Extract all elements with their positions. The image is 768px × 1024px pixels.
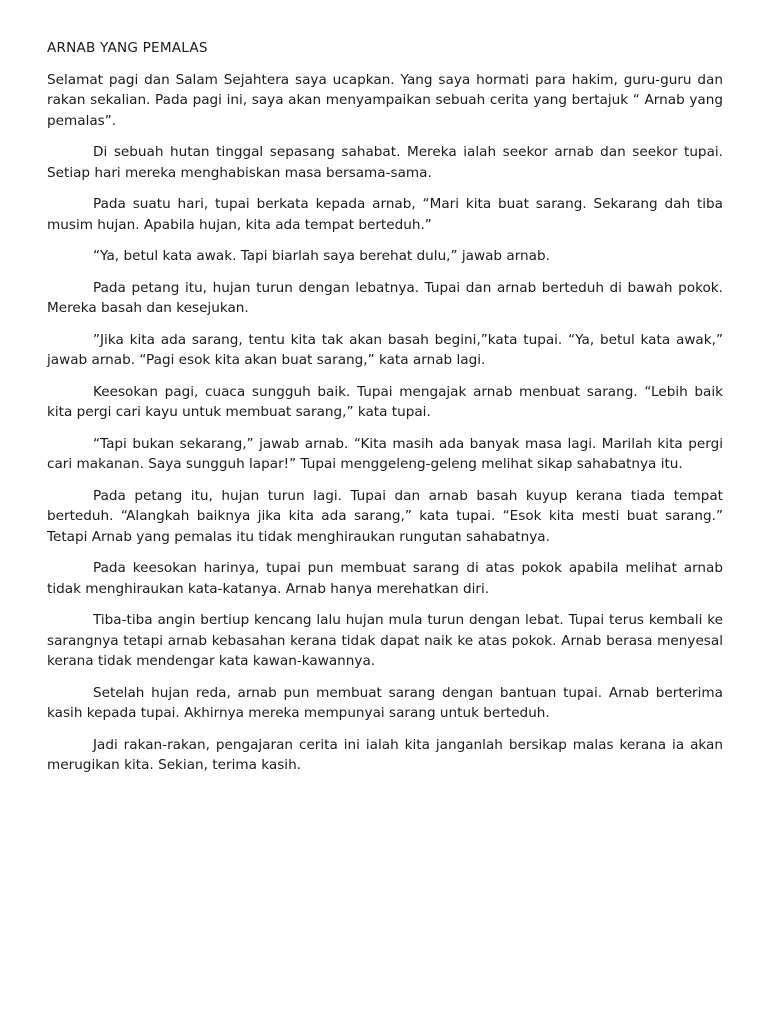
paragraph-9: Pada petang itu, hujan turun lagi. Tupai dan arnab basah kuyup kerana tiada tempat berteduh. “Alangkah baiknya jika kita ada sarang,” kata tupai. “Esok kita mesti buat sarang.” Tetapi Arnab yang pemalas itu tidak menghiraukan rungutan sahabatnya.	[47, 487, 723, 545]
document-page	[47, 38, 723, 787]
paragraph-1: Selamat pagi dan Salam Sejahtera saya ucapkan. Yang saya hormati para hakim, guru-guru dan rakan sekalian. Pada pagi ini, saya akan menyampaikan sebuah cerita yang bertajuk “ Arnab yang pemalas”.	[47, 71, 723, 129]
paragraph-11: Tiba-tiba angin bertiup kencang lalu hujan mula turun dengan lebat. Tupai terus kembali ke sarangnya tetapi arnab kebasahan kerana tidak dapat naik ke atas pokok. Arnab berasa menyesal kerana tidak mendengar kata kawan-kawannya.	[47, 612, 723, 669]
paragraph-7: Keesokan pagi, cuaca sungguh baik. Tupai mengajak arnab menbuat sarang. “Lebih baik kita pergi cari kayu untuk membuat sarang,” kata tupai.	[47, 383, 723, 420]
paragraph-12: Setelah hujan reda, arnab pun membuat sarang dengan bantuan tupai. Arnab berterima kasih kepada tupai. Akhirnya mereka mempunyai sarang untuk berteduh.	[47, 684, 723, 721]
paragraph-10: Pada keesokan harinya, tupai pun membuat sarang di atas pokok apabila melihat arnab tidak menghiraukan kata-katanya. Arnab hanya merehatkan diri.	[47, 560, 723, 597]
paragraph-8: “Tapi bukan sekarang,” jawab arnab. “Kita masih ada banyak masa lagi. Marilah kita pergi cari makanan. Saya sungguh lapar!” Tupai menggeleng-geleng melihat sikap sahabatnya itu.	[47, 435, 723, 472]
paragraph-4: “Ya, betul kata awak. Tapi biarlah saya berehat dulu,” jawab arnab.	[93, 248, 550, 264]
paragraph-2: Di sebuah hutan tinggal sepasang sahabat. Mereka ialah seekor arnab dan seekor tupai. Setiap hari mereka menghabiskan masa bersama-sama.	[47, 144, 723, 181]
paragraph-13: Jadi rakan-rakan, pengajaran cerita ini ialah kita janganlah bersikap malas kerana ia akan merugikan kita. Sekian, terima kasih.	[47, 736, 723, 773]
paragraph-6: ”Jika kita ada sarang, tentu kita tak akan basah begini,”kata tupai. “Ya, betul kata awak,” jawab arnab. “Pagi esok kita akan buat sarang,” kata arnab lagi.	[47, 331, 723, 368]
document-title: ARNAB YANG PEMALAS	[47, 40, 208, 56]
paragraph-5: Pada petang itu, hujan turun dengan lebatnya. Tupai dan arnab berteduh di bawah pokok. Mereka basah dan kesejukan.	[47, 279, 723, 316]
paragraph-3: Pada suatu hari, tupai berkata kepada arnab, “Mari kita buat sarang. Sekarang dah tiba musim hujan. Apabila hujan, kita ada tempat berteduh.”	[47, 196, 723, 233]
